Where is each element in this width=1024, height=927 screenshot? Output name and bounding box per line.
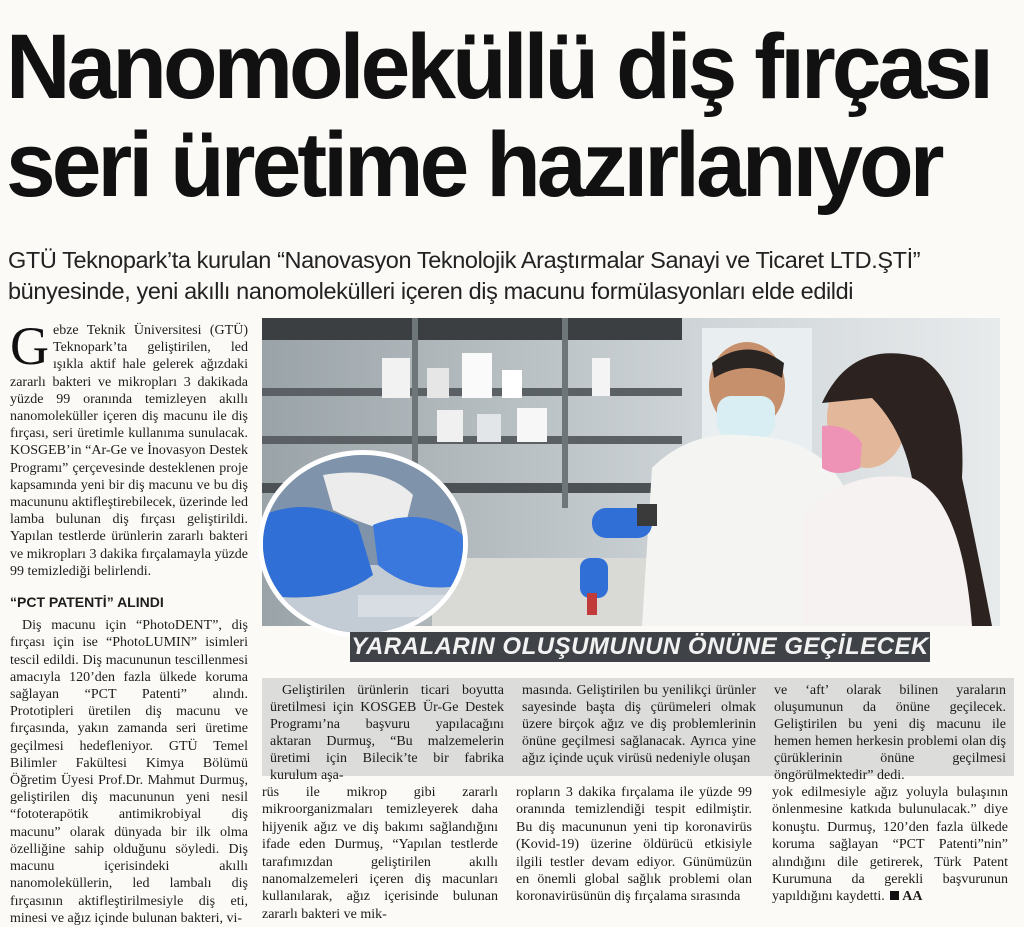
bottom-column-3-text: yok edilmesiyle ağız yoluyla bulaşının önlenmesine katkıda bulunulacak.” diye konuştu. Durmuş, 120’den fazla ülkede koruma sağlayan “PCT Patenti”nin” alındığını dile getirerek, Türk Patent Kurumuna da gerekli başvurunun yapıldığını kaydetti. — [772, 785, 1008, 905]
left-para-1 — [10, 316, 248, 580]
subhead-pct-patent: “PCT PATENTİ” ALINDI — [10, 594, 164, 611]
bottom-column-2 — [516, 784, 752, 906]
inset-photo-illustration — [263, 455, 463, 633]
gray-column-1 — [270, 682, 504, 784]
headline — [6, 18, 1018, 214]
deck — [8, 245, 1020, 307]
dropcap: G — [10, 316, 49, 376]
gray-column-1-text: Geliştirilen ürünlerin ticari boyutta üretilmesi için KOSGEB Ür-Ge Destek Programı’na başvuru yapılacağını aktaran Durmuş, “Bu malzemelerin üretimi için Bilecik’te bir fabrika kurulum aşa- — [270, 683, 504, 783]
end-mark-icon — [890, 891, 899, 900]
gray-column-3-text: ve ‘aft’ olarak bilinen yaraların oluşumunun da önüne geçilecek. Geliştirilen bu yeni diş macunu ile hemen hemen herkesin problemi olan diş çürüklerinin önüne geçilmesi öngörülmektedir” dedi. — [774, 683, 1006, 783]
deck-line-1: GTÜ Teknopark’ta kurulan “Nanovasyon Teknolojik Araştırmalar Sanayi ve Ticaret LTD.ŞTİ” — [8, 247, 921, 273]
bottom-column-1 — [262, 784, 498, 923]
deck-line-2: bünyesinde, yeni akıllı nanomolekülleri içeren diş macunu formülasyonları elde edildi — [8, 278, 854, 304]
bottom-column-1-text: rüs ile mikrop gibi zararlı mikroorganizmaları temizleyerek daha hijyenik ağız ve diş bakımı sağlandığını ifade eden Durmuş, “Yapılan testlerde tarafımızdan geliştirilen akıllı nanomalzemeleri içeren diş macunları kullanılarak, ağız içerisinde bulunan zararlı bakteri ve mik- — [262, 785, 498, 922]
headline-line-1: Nanomoleküllü diş fırçası — [6, 16, 991, 118]
section-banner: YARALARIN OLUŞUMUNUN ÖNÜNE GEÇİLECEK — [351, 633, 929, 660]
bottom-column-3-para — [772, 784, 1008, 906]
bottom-column-3 — [772, 784, 1008, 906]
gray-column-2-text: masında. Geliştirilen bu yenilikçi ürünler sayesinde başta diş çürümeleri olmak üzere birçok ağız ve diş problemlerinin önüne geçilmesi sağlanacak. Ayrıca yine ağız içinde uçuk virüsü nedeniyle oluşan — [522, 683, 756, 766]
gray-column-3 — [774, 682, 1006, 784]
left-para-1-text: ebze Teknik Üniversitesi (GTÜ) Teknopark’ta geliştirilen, led ışıkla aktif hale gelerek ağızdaki zararlı bakteri ve mikropları 3 dakikada yüzde 99 oranında temizleyen akıllı nanomoleküller içeren diş macunu ile diş fırçası, seri üretimle kullanıma sunulacak. KOSGEB’in “Ar-Ge ve İnovasyon Destek Programı” çerçevesinde desteklenen proje kapsamında yeni bir diş macunu ve bu diş macununu aktifleştirebilecek, üzerinde led lamba bulunan diş fırçası geliştirildi. Yapılan testlerde ürünlerin zararlı bakteri ve mikropları 3 dakika fırçalamayla yüzde 99 temizlediği belirlendi. — [10, 323, 248, 579]
left-column — [10, 316, 248, 927]
bottom-column-2-text: ropların 3 dakika fırçalama ile yüzde 99 oranında temizlendiği tespit edilmiştir. Bu diş macununun yeni tip koronavirüs (Kovid-19) üzerine öldürücü etkisiyle ilgili testler devam ediyor. Günümüzün en önemli global sağlık problemi olan koronavirüsünün diş fırçalama sırasında — [516, 785, 752, 905]
inset-photo — [258, 450, 468, 638]
gray-column-2 — [522, 682, 756, 767]
source-credit: AA — [902, 889, 923, 905]
headline-line-2: seri üretime hazırlanıyor — [6, 114, 941, 216]
left-para-2: Diş macunu için “PhotoDENT”, diş fırçası için ise “PhotoLUMIN” isimleri tescil edildi. Diş macununun tescillenmesi amacıyla 120’den fazla ülkede koruma sağlayan “PCT Patenti” alındı. Prototipleri üretilen diş macunu ve fırçasında, yakın zamanda seri üretime geçilmesi hedefleniyor. GTÜ Temel Bilimler Fakültesi Kimya Bölümü Öğretim Üyesi Prof.Dr. Mahmut Durmuş, geliştirilen diş macununun yeni nesil “fototerapötik antimikrobiyal diş macunu” olarak dünyada bir ilk olma özelliğine sahip olduğunu söyledi. Diş macunu içerisindeki akıllı nanomoleküllerin, led lambalı diş fırçasının aktifleştirilmesiyle diş eti, minesi ve ağız içinde bulunan bakteri, vi- — [10, 618, 248, 926]
